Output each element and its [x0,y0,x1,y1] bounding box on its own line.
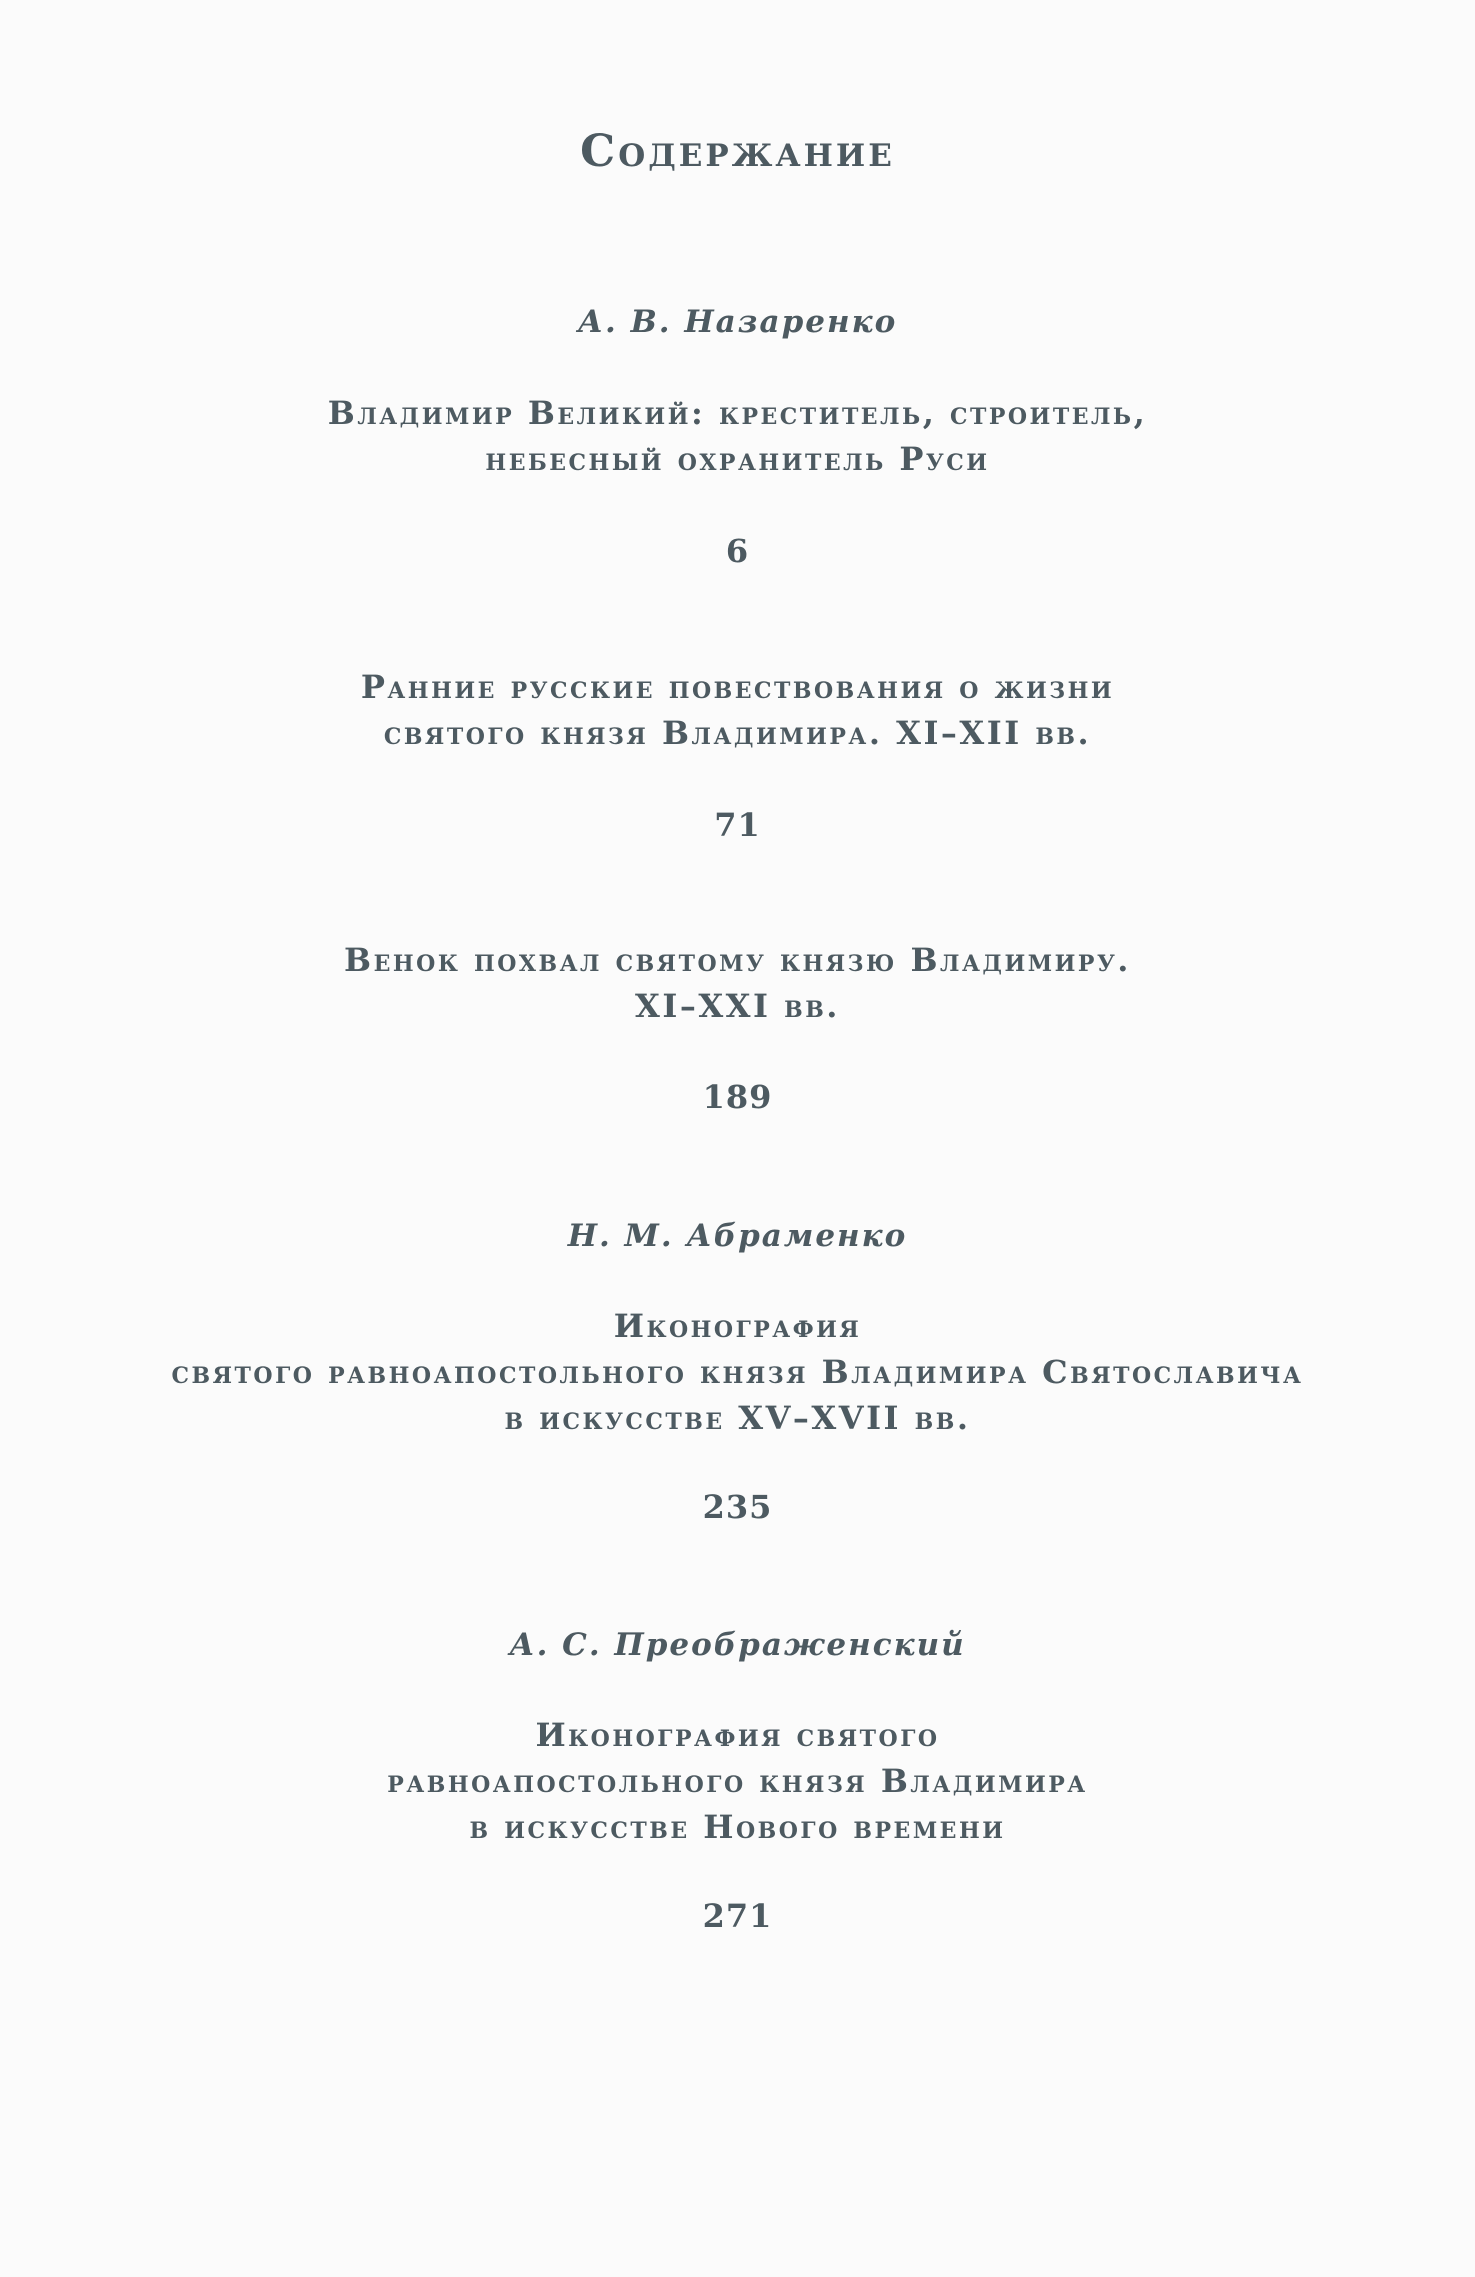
entry-4-author: Н. М. Абраменко [567,1218,908,1254]
entry-5-title-line: равноапостольного князя Владимира [387,1762,1088,1800]
entry-1-title-line: небесный охранитель Руси [485,440,990,478]
entry-3-page-number: 189 [702,1078,773,1116]
entry-4-title-line: святого равноапостольного князя Владимира Святославича [171,1353,1304,1391]
entry-4-page-number: 235 [702,1488,773,1526]
entry-4-title [0,1303,1475,1441]
entry-5-title-line: Иконография святого [535,1716,940,1754]
entry-1-title [0,390,1475,482]
entry-2-title [0,664,1475,756]
entry-3-title-line: Венок похвал святому князю Владимиру. [344,941,1131,979]
entry-4-title-line: в искусстве XV–XVII вв. [504,1399,971,1437]
entry-5-author: А. С. Преображенский [509,1627,966,1663]
entry-5-title-line: в искусстве Нового времени [469,1808,1006,1846]
entry-4-title-line: Иконография [613,1307,862,1345]
entry-2-title-line: Ранние русские повествования о жизни [360,668,1115,706]
entry-3-title [0,937,1475,1029]
entry-3-title-line: XI–XXI вв. [635,987,840,1025]
entry-1-page-number: 6 [725,532,750,570]
entry-1-author: А. В. Назаренко [577,304,898,340]
entry-5-title [0,1712,1475,1850]
page-title: Содержание [580,126,895,177]
entry-5-page-number: 271 [702,1897,773,1935]
entry-2-title-line: святого князя Владимира. XI–XII вв. [383,714,1092,752]
entry-1-title-line: Владимир Великий: креститель, строитель, [327,394,1148,432]
entry-2-page-number: 71 [714,806,761,844]
